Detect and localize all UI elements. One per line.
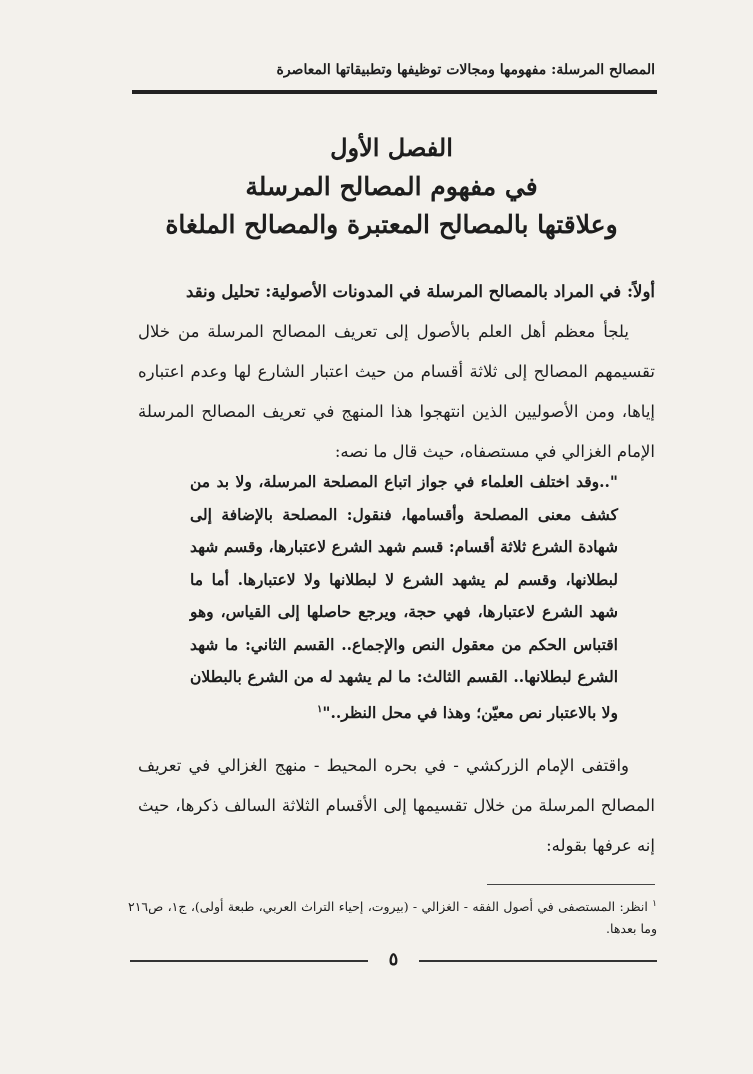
footnote-text: انظر: المستصفى في أصول الفقه - الغزالي - (بيروت، إحياء التراث العربي، طبعة أولى)، ج١، ص٢١٦ وما بعدها. [128,899,657,937]
block-quote [190,466,618,729]
main-text-continued [138,746,655,866]
section-title: أولاً: في المراد بالمصالح المرسلة في المدونات الأصولية: تحليل ونقد [186,282,655,301]
footnote-reference: ١ [317,703,323,715]
chapter-title: الفصل الأول [330,133,453,162]
running-head: المصالح المرسلة: مفهومها ومجالات توظيفها وتطبيقاتها المعاصرة [276,62,655,78]
chapter-subtitle-line1: في مفهوم المصالح المرسلة [245,172,538,201]
footnote-rule [487,884,655,885]
chapter-subtitle-line2: وعلاقتها بالمصالح المعتبرة والمصالح الملغاة [165,210,618,239]
page-number-rule-right [419,960,657,962]
page-number: ٥ [388,949,399,970]
paragraph-intro: يلجأ معظم أهل العلم بالأصول إلى تعريف المصالح المرسلة من خلال تقسيمهم المصالح إلى ثلاثة أقسام من حيث اعتبار الشارع لها وعدم اعتباره إياها، ومن الأصوليين الذين انتهجوا هذا المنهج في تعريف المصالح المرسلة الإمام الغزالي في مستصفاه، حيث قال ما نصه: [138,322,655,461]
chapter-heading [120,128,663,244]
header-rule [132,90,657,94]
main-text [138,272,655,472]
footnote [128,893,657,940]
page-number-row [130,948,657,972]
quote-text: "..وقد اختلف العلماء في جواز اتباع المصلحة المرسلة، ولا بد من كشف معنى المصلحة وأقسامها، فنقول: المصلحة بالإضافة إلى شهادة الشرع ثلاثة أقسام: قسم شهد الشرع لاعتبارها، وقسم شهد لبطلانها، وقسم لم يشهد الشرع لا لبطلانها ولا لاعتبارها. أما ما شهد الشرع لاعتبارها، فهي حجة، ويرجع حاصلها إلى القياس، وهو اقتباس الحكم من معقول النص والإجماع.. القسم الثاني: ما شهد الشرع لبطلانها.. القسم الثالث: ما لم يشهد له من الشرع بالبطلان ولا بالاعتبار نص معيّن؛ وهذا في محل النظر.." [190,472,618,722]
footnote-mark: ١ [652,899,658,909]
paragraph-zarkashi: واقتفى الإمام الزركشي - في بحره المحيط - منهج الغزالي في تعريف المصالح المرسلة من خلال تقسيمها إلى الأقسام الثلاثة السالف ذكرها، حيث إنه عرفها بقوله: [138,756,655,855]
